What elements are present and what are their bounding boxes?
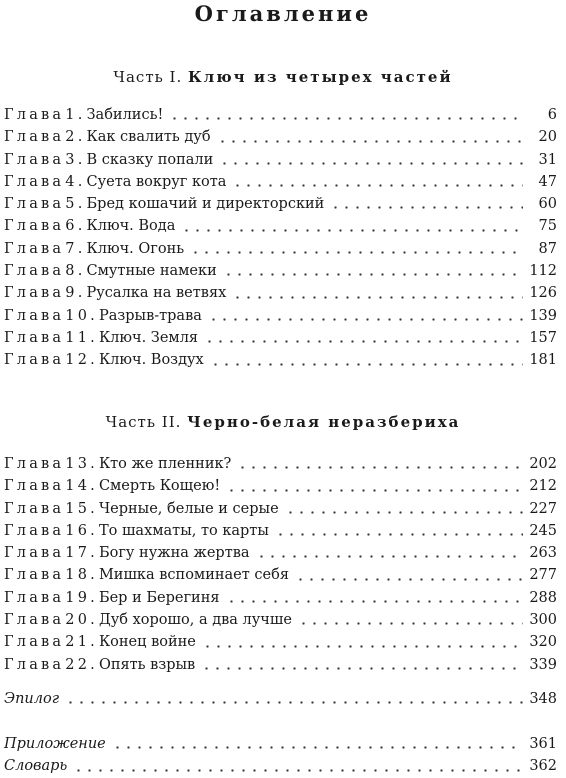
toc-appendix-list <box>4 733 557 778</box>
page-title: Оглавление <box>194 1 372 26</box>
toc-entry-dictionary[interactable] <box>4 755 557 777</box>
chapter-title: Разрыв-трава <box>98 307 202 324</box>
dot-leader <box>226 600 523 603</box>
chapter-title: Ключ. Вода <box>86 218 176 235</box>
page-number: 339 <box>529 656 557 673</box>
chapter-word: Глава <box>4 352 65 369</box>
chapter-word: Глава <box>4 196 65 213</box>
chapter-title: Ключ. Земля <box>98 329 199 346</box>
chapter-number: 13. <box>65 456 98 472</box>
part-name: Черно-белая неразбериха <box>187 413 461 431</box>
toc-entry[interactable] <box>4 238 557 260</box>
dot-leader <box>256 555 523 558</box>
toc-entry[interactable] <box>4 104 557 126</box>
chapter-number: 2. <box>65 129 86 146</box>
chapter-number: 12. <box>65 352 98 369</box>
dot-leader <box>181 229 523 232</box>
toc-epilogue-list <box>4 688 557 710</box>
chapter-word: Глава <box>4 478 65 495</box>
chapter-number: 21. <box>65 634 98 651</box>
chapter-title: То шахматы, то карты <box>98 522 269 539</box>
chapter-number: 4. <box>65 173 86 190</box>
toc-entry[interactable] <box>4 282 557 304</box>
toc-entry[interactable] <box>4 349 557 371</box>
toc-part-1-list <box>4 104 557 372</box>
page-number: 75 <box>538 218 557 235</box>
chapter-word: Глава <box>4 129 65 146</box>
chapter-word: Глава <box>4 456 65 472</box>
appendix-label: Приложение <box>4 736 106 752</box>
page-number: 87 <box>538 240 557 257</box>
chapter-word: Глава <box>4 656 65 673</box>
chapter-number: 14. <box>65 478 98 495</box>
chapter-number: 22. <box>65 656 98 673</box>
chapter-title: Бер и Берегиня <box>98 589 220 606</box>
chapter-number: 16. <box>65 522 98 539</box>
part-number: Часть II. <box>105 413 182 431</box>
page-number: 60 <box>538 196 557 213</box>
page-number: 362 <box>529 758 557 775</box>
dot-leader <box>275 533 523 536</box>
dot-leader <box>208 318 523 321</box>
dot-leader <box>202 645 523 648</box>
chapter-number: 11. <box>65 329 98 346</box>
toc-entry[interactable] <box>4 305 557 327</box>
chapter-word: Глава <box>4 218 65 235</box>
page-number: 300 <box>529 612 557 629</box>
page-number: 263 <box>529 545 557 562</box>
toc-entry-appendix[interactable] <box>4 733 557 755</box>
toc-entry[interactable] <box>4 498 557 520</box>
chapter-title: Кто же пленник? <box>98 456 232 472</box>
chapter-word: Глава <box>4 307 65 324</box>
chapter-title: Богу нужна жертва <box>98 545 250 562</box>
dot-leader <box>73 769 523 772</box>
chapter-title: Черные, белые и серые <box>98 500 279 517</box>
page-number: 288 <box>529 589 557 606</box>
toc-entry[interactable] <box>4 171 557 193</box>
chapter-title: Забились! <box>86 107 164 123</box>
page-number: 139 <box>529 307 557 324</box>
chapter-word: Глава <box>4 285 65 302</box>
dictionary-label: Словарь <box>4 758 68 775</box>
dot-leader <box>295 578 523 581</box>
chapter-word: Глава <box>4 545 65 562</box>
page-number: 31 <box>538 151 557 168</box>
chapter-number: 10. <box>65 307 98 324</box>
chapter-title: Дуб хорошо, а два лучше <box>98 612 292 629</box>
dot-leader <box>232 296 523 299</box>
dot-leader <box>232 184 523 187</box>
dot-leader <box>201 667 523 670</box>
page-number: 227 <box>529 500 557 517</box>
chapter-word: Глава <box>4 173 65 190</box>
dot-leader <box>226 489 523 492</box>
chapter-number: 5. <box>65 196 86 213</box>
page-number: 245 <box>529 522 557 539</box>
chapter-title: Мишка вспоминает себя <box>98 567 289 584</box>
chapter-number: 3. <box>65 151 86 168</box>
page-number: 6 <box>547 107 557 123</box>
chapter-number: 17. <box>65 545 98 562</box>
chapter-number: 20. <box>65 612 98 629</box>
chapter-word: Глава <box>4 151 65 168</box>
chapter-title: Смутные намеки <box>86 263 217 280</box>
part-heading-1 <box>0 67 566 87</box>
page-number: 348 <box>529 691 557 707</box>
chapter-word: Глава <box>4 107 65 123</box>
chapter-number: 7. <box>65 240 86 257</box>
toc-entry[interactable] <box>4 520 557 542</box>
dot-leader <box>219 162 523 165</box>
dot-leader <box>217 140 523 143</box>
chapter-word: Глава <box>4 240 65 257</box>
chapter-word: Глава <box>4 634 65 651</box>
chapter-title: Конец войне <box>98 634 196 651</box>
page-number: 47 <box>538 173 557 190</box>
chapter-number: 1. <box>65 107 86 123</box>
page-number: 20 <box>538 129 557 146</box>
toc-entry[interactable] <box>4 542 557 564</box>
page-number: 157 <box>529 329 557 346</box>
chapter-title: Ключ. Огонь <box>86 240 185 257</box>
chapter-number: 19. <box>65 589 98 606</box>
chapter-word: Глава <box>4 612 65 629</box>
toc-entry[interactable] <box>4 193 557 215</box>
chapter-number: 9. <box>65 285 86 302</box>
page-number: 181 <box>529 352 557 369</box>
chapter-title: В сказку попали <box>86 151 214 168</box>
chapter-word: Глава <box>4 329 65 346</box>
chapter-title: Как свалить дуб <box>86 129 211 146</box>
toc-entry[interactable] <box>4 126 557 148</box>
dot-leader <box>298 622 523 625</box>
part-heading-2 <box>0 412 566 432</box>
toc-entry[interactable] <box>4 215 557 237</box>
chapter-title: Русалка на ветвях <box>86 285 227 302</box>
page-number: 320 <box>529 634 557 651</box>
dot-leader <box>190 251 523 254</box>
chapter-word: Глава <box>4 589 65 606</box>
toc-entry[interactable] <box>4 609 557 631</box>
toc-entry[interactable] <box>4 453 557 475</box>
chapter-title: Ключ. Воздух <box>98 352 204 369</box>
page-number: 126 <box>529 285 557 302</box>
toc-part-2-list <box>4 453 557 676</box>
dot-leader <box>330 206 523 209</box>
chapter-number: 15. <box>65 500 98 517</box>
chapter-word: Глава <box>4 567 65 584</box>
dot-leader <box>223 273 523 276</box>
part-number: Часть I. <box>113 68 183 86</box>
chapter-word: Глава <box>4 263 65 280</box>
chapter-title: Смерть Кощею! <box>98 478 221 495</box>
toc-entry[interactable] <box>4 654 557 676</box>
epilogue-label: Эпилог <box>4 691 60 707</box>
toc-entry[interactable] <box>4 149 557 171</box>
toc-entry[interactable] <box>4 327 557 349</box>
toc-entry[interactable] <box>4 260 557 282</box>
dot-leader <box>210 363 523 366</box>
chapter-number: 8. <box>65 263 86 280</box>
dot-leader <box>65 701 523 704</box>
page-number: 112 <box>529 263 557 280</box>
toc-entry[interactable] <box>4 475 557 497</box>
page-number: 202 <box>529 456 557 472</box>
chapter-title: Бред кошачий и директорский <box>86 196 325 213</box>
dot-leader <box>169 117 523 120</box>
page-number: 361 <box>529 736 557 752</box>
dot-leader <box>112 746 523 749</box>
dot-leader <box>285 511 523 514</box>
toc-entry[interactable] <box>4 587 557 609</box>
chapter-title: Суета вокруг кота <box>86 173 227 190</box>
chapter-number: 6. <box>65 218 86 235</box>
page-number: 212 <box>529 478 557 495</box>
chapter-title: Опять взрыв <box>98 656 196 673</box>
toc-entry-epilogue[interactable] <box>4 688 557 710</box>
chapter-word: Глава <box>4 522 65 539</box>
dot-leader <box>237 466 523 469</box>
part-name: Ключ из четырех частей <box>188 68 453 86</box>
chapter-number: 18. <box>65 567 98 584</box>
page-number: 277 <box>529 567 557 584</box>
chapter-word: Глава <box>4 500 65 517</box>
toc-entry[interactable] <box>4 564 557 586</box>
dot-leader <box>204 340 523 343</box>
toc-entry[interactable] <box>4 631 557 653</box>
